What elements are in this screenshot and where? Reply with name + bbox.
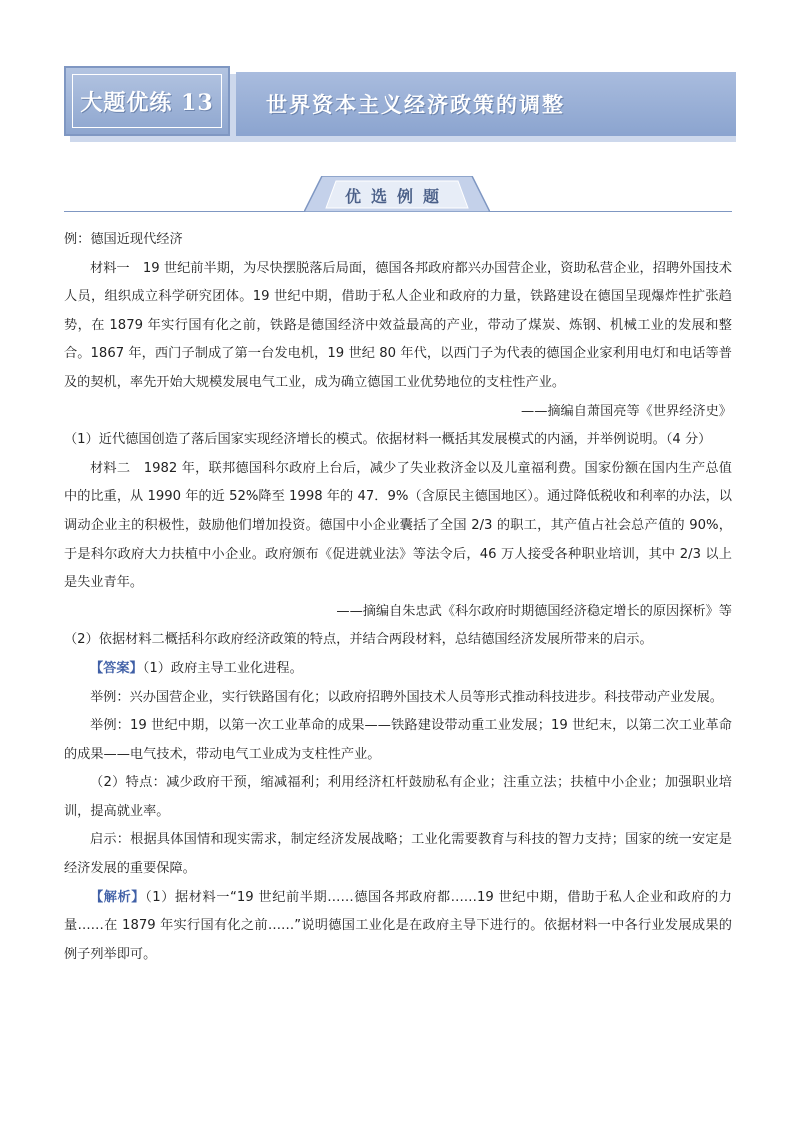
section-label: 优选例题 bbox=[344, 187, 449, 206]
page-title: 世界资本主义经济政策的调整 bbox=[266, 92, 565, 117]
section-header bbox=[64, 170, 732, 214]
example-title: 例：德国近现代经济 bbox=[64, 232, 183, 247]
analysis-paragraph bbox=[64, 884, 732, 970]
banner-left-block bbox=[64, 66, 230, 136]
source-2: ——摘编自朱忠武《科尔政府时期德国经济稳定增长的原因探析》等 bbox=[336, 603, 732, 619]
lesson-number-title: 大题优练 13 bbox=[80, 89, 214, 116]
banner-right-block bbox=[236, 72, 736, 136]
analysis-tag: 【解析】 bbox=[90, 889, 146, 905]
question-1: （1）近代德国创造了落后国家实现经济增长的模式。依据材料一概括其发展模式的内涵，并举例说明。（4 分） bbox=[64, 432, 712, 448]
analysis-text: （1）据材料一“19 世纪前半期……德国各邦政府都……19 世纪中期，借助于私人企业和政府的力量……在 1879 年实行国有化之前……”说明德国工业化是在政府主导下进行的。依据材料一中各行业发展成果的例子列举即可。 bbox=[64, 889, 732, 962]
material-2: 材料二 1982 年，联邦德国科尔政府上台后，减少了失业救济金以及儿童福利费。国家份额在国内生产总值中的比重，从 1990 年的近 52%降至 1998 年的 47．9%（含原民主德国地区）。通过降低税收和利率的办法，以调动企业主的积极性，鼓励他们增加投资。德国中小企业囊括了全国 2/3 的职工，其产值占社会总产值的 90%，于是科尔政府大力扶植中小企业。政府颁布《促进就业法》等法令后，46 万人接受各种职业培训，其中 2/3 以上是失业青年。 bbox=[64, 460, 732, 591]
inspiration: 启示：根据具体国情和现实需求，制定经济发展战略；工业化需要教育与科技的智力支持；国家的统一安定是经济发展的重要保障。 bbox=[64, 832, 732, 877]
answer-2: （2）特点：减少政府干预，缩减福利；利用经济杠杆鼓励私有企业；注重立法；扶植中小企业；加强职业培训，提高就业率。 bbox=[64, 775, 732, 819]
answer-tag: 【答案】 bbox=[90, 660, 143, 676]
question-2: （2）依据材料二概括科尔政府经济政策的特点，并结合两段材料，总结德国经济发展所带来的启示。 bbox=[64, 632, 653, 648]
example-a: 举例：兴办国营企业，实行铁路国有化；以政府招聘外国技术人员等形式推动科技进步。科技带动产业发展。 bbox=[90, 689, 723, 705]
header-banner bbox=[64, 66, 736, 144]
document-body bbox=[64, 226, 732, 969]
source-1: ——摘编自萧国亮等《世界经济史》 bbox=[521, 403, 732, 419]
answer-paragraph bbox=[64, 655, 732, 684]
material-1: 材料一 19 世纪前半期，为尽快摆脱落后局面，德国各邦政府都兴办国营企业，资助私营企业，招聘外国技术人员，组织成立科学研究团体。19 世纪中期，借助于私人企业和政府的力量，铁路建设在德国呈现爆炸性扩张趋势，在 1879 年实行国有化之前，铁路是德国经济中效益最高的产业，带动了煤炭、炼钢、机械工业的发展和整合。1867 年，西门子制成了第一台发电机，19 世纪 80 年代，以西门子为代表的德国企业家利用电灯和电话等普及的契机，率先开始大规模发展电气工业，成为确立德国工业优势地位的支柱性产业。 bbox=[64, 260, 732, 390]
section-badge bbox=[304, 176, 490, 212]
answer-1: （1）政府主导工业化进程。 bbox=[142, 660, 303, 676]
example-b: 举例：19 世纪中期，以第一次工业革命的成果——铁路建设带动重工业发展；19 世纪末，以第二次工业革命的成果——电气技术，带动电气工业成为支柱性产业。 bbox=[64, 718, 732, 762]
